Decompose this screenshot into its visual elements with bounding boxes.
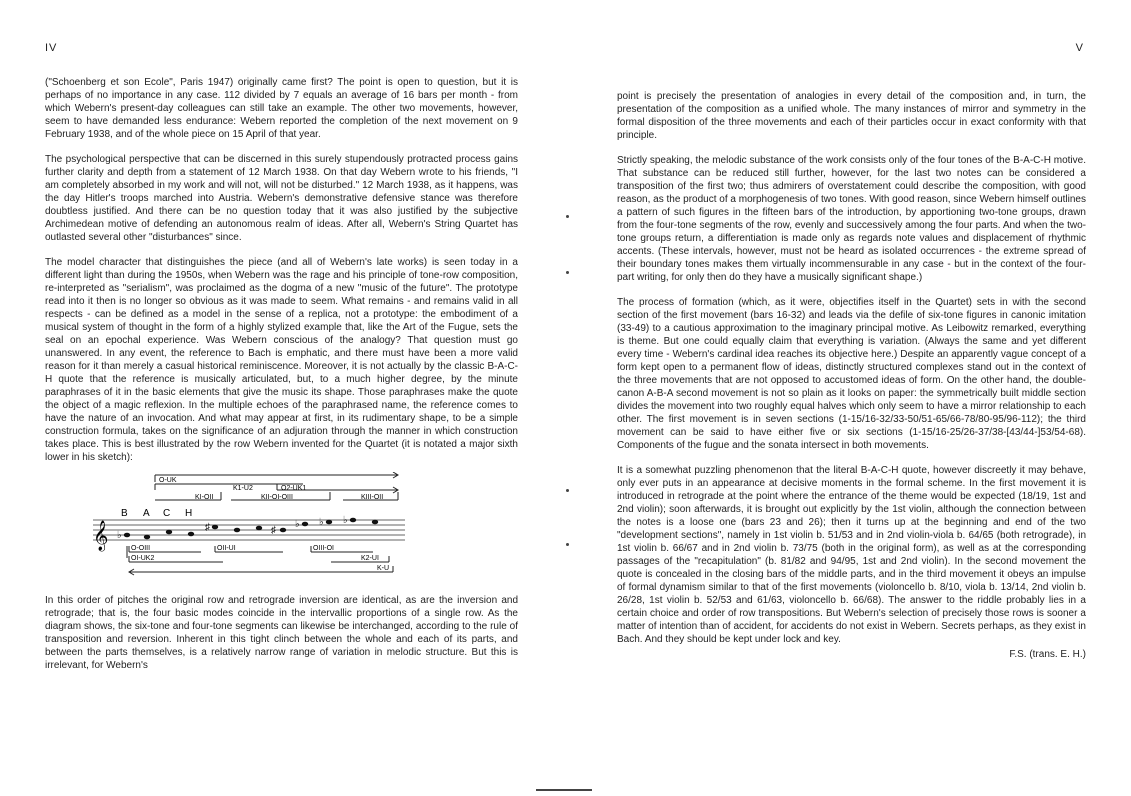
- margin-dot-3: [566, 489, 569, 492]
- note-name-a: A: [143, 508, 150, 519]
- left-page-number: IV: [45, 42, 58, 54]
- right-paragraph-4-part2: The answer to the riddle probably lies in a certain choice and order of row transpositions. But Webern's selection of precisely those rows is sooner a matter of intention than of accident, for accidents do not exist in Webern. Secrets perhaps, as they exist in Bach. And they should be kept under lock and key.: [617, 595, 1086, 645]
- svg-text:♭: ♭: [295, 519, 300, 530]
- right-paragraph-4: [617, 464, 1086, 646]
- label-k-u: K-U: [377, 565, 390, 572]
- label-o-uk: O-UK: [159, 477, 177, 484]
- note-name-b: B: [121, 508, 128, 519]
- margin-dot-1: [566, 215, 569, 218]
- svg-text:♯: ♯: [205, 522, 210, 533]
- right-paragraph-1: point is precisely the presentation of analogies in every detail of the composition and, in turn, the presentation of the composition as a unified whole. The many instances of mirror and symmetry in the formal disposition of the three movements and each of their particles occur in exact conformity with that principle.: [617, 91, 1086, 141]
- row-notes: [124, 518, 378, 540]
- right-page-number: V: [1075, 42, 1084, 54]
- right-page: [566, 0, 1131, 796]
- right-paragraph-3: The process of formation (which, as it were, objectifies itself in the Quartet) sets in with the second section of the first movement (bars 16-32) and leads via the defile of six-tone figures in canonic imitation (33-49) to a cautious approximation to the imaginary principal motive. As Leibowitz remarked, everything is theme. But one could equally claim that everything is variation. (Always the same and yet different every time - Webern's cardinal idea reaches its objective here.) Despite an apparently vague concept of a form kept open to a permanent flow of ideas, distinctly structured complexes stand out in the context of the three movements that are not opposed to accustomed ideas of form. On the other hand, the double-canon A-B-A second movement is not so plain as it looks on paper: the symmetrically built middle section divides the movement into two roughly equal halves which only seem to have a mirror relationship to each other. The first movement is in seven sections (1-15/16-32/33-50/51-65/66-78/80-95/96-112); the third movement can be said to have either five or six sections (1-15/16-25/26-37/38-[43/44-]53/54-68). Components of the fugue and the sonata intersect in both movements.: [617, 297, 1086, 451]
- signature: F.S. (trans. E. H.): [1009, 649, 1086, 660]
- svg-text:♭: ♭: [117, 530, 122, 541]
- right-text-column: [617, 90, 1086, 661]
- left-paragraph-1: ("Schoenberg et son Ecole", Paris 1947) originally came first? The point is open to question, but it is perhaps of no importance in any case. 112 divided by 7 equals an average of 16 bars per month - from which Webern's present-day colleagues can still take an example. The other two movements, however, seem to have demanded less endurance: Webern reported the completion of the next movement on 9 February 1938, and of the whole piece on 15 April of that year.: [45, 77, 518, 140]
- binding-mark: [536, 789, 592, 791]
- svg-text:♯: ♯: [271, 525, 276, 536]
- left-page: [0, 0, 565, 796]
- row-diagram: [93, 472, 473, 582]
- svg-text:♭: ♭: [343, 515, 348, 526]
- left-paragraph-3: The model character that distinguishes the piece (and all of Webern's late works) is seen today in a different light than during the 1950s, when Webern was the rage and his principle of tone-row composition, re-interpreted as "serialism", was proclaimed as the dogma of a new "music of the future". The prototype read into it then is no longer so obvious as it was made to seem. What remains - and remains valid in all respects - can be defined as a model in the sense of a replica, not a prototype: the embodiment of a musical system of thought in the form of a highly stylized example that, like the Art of the Fugue, sets the seal on an epochal experience. Was Webern conscious of the analogy? That question must go unanswered. In any event, the reference to Bach is emphatic, and there must have been a more valid reason for it than merely a casual historical reminiscence. Moreover, it is not actually by the classic B-A-C-H quote that the reference is musically articulated, but, to a much higher degree, by the minute paraphrases of it in the basic elements that give the music its shape. Those paraphrases make the quote the object of a magic reflexion. In the multiple echoes of the paraphrased name, the reference comes to have the nature of an invocation. And what may appear at first, in its rudimentary shape, to be a simple construction formula, takes on the significance of an adjuration through the manner in which construction takes place. This is best illustrated by the row Webern invented for the Quartet (it is notated a major sixth lower in his sketch):: [45, 257, 518, 463]
- note-name-c: C: [163, 508, 171, 519]
- svg-text:♭: ♭: [319, 517, 324, 528]
- left-paragraph-2: The psychological perspective that can be discerned in this surely stupendously protracted process gains further clarity and depth from a statement of 12 March 1938. On that day Webern wrote to his friends, "I am completely absorbed in my work and will not, will not be disturbed." 12 March 1938, as it happens, was the day Hitler's troops marched into Austria. Webern's demonstrative defensive stance was therefore doubtless justified. And there can be no question today that it was also justified by the subjective Archimedean motive of defending an autonomous realm of ideas. After all, Webern's String Quartet has outlasted several other "disturbances" since.: [45, 154, 518, 243]
- label-oiii-oi: OIII-OI: [313, 545, 334, 552]
- accidentals: [117, 515, 348, 541]
- treble-clef-icon: 𝄞: [93, 520, 109, 550]
- label-kiii-oii: KIII-OII: [361, 494, 384, 501]
- staff-lines: [93, 520, 405, 540]
- margin-dot-4: [566, 543, 569, 546]
- label-k1-u2: K1-U2: [233, 485, 253, 492]
- label-ki-oii: KI-OII: [195, 494, 214, 501]
- left-text-column: [45, 76, 518, 684]
- note-name-h: H: [185, 508, 193, 519]
- right-paragraph-2: Strictly speaking, the melodic substance of the work consists only of the four tones of the B-A-C-H motive. That substance can be reduced still further, however, for the last two notes can be considered a transposition of the first two; thus admirers of overstatement could describe the composition, with good reason, as the product of a morphogenesis of two tones. With good reason, since Webern himself outlines a pattern of such figures in the fifteen bars of the introduction, by apportioning two-tone groups, drawn from the four-tone segments of the row, evenly and successively among the four parts. And when the two-tone groups return, a differentiation is made only as regards note values and displacement of rhythmic accents. (These intervals, however, must not be heard as isolated occurrences - the extreme spread of their boundary tones makes them virtually incommensurable in any case - but in the context of the four-part writing, for only then do they have a musically significant shape.): [617, 155, 1086, 283]
- right-paragraph-4-part1: It is a somewhat puzzling phenomenon that the literal B-A-C-H quote, however discreetly it may behave, only ever puts in an appearance at decisive moments in the formal scheme. In the first movement it is introduced in retrograde at the point where the entrance of the theme would be expected (18/19, 1st and 2nd violin); soon afterwards, it is brought out explicitly by the 1st violin, although the connection between the notes is a loose one (bars 23 and 26); then it turns up at the beginning and end of the two "development sections", namely in 1st violin b. 51/53 and in 2nd violin-viola b. 64/65 (both retrograde), in 1st violin b. 66/67 and in 2nd violin b. 73/75 (both in the original form), as well as at the corresponding passages of the "recapitulation" (b. 81/82 and 94/95, 1st and 2nd violin). In the second movement the quote is concealed in the closing bars of the middle parts, and in the third movement it obeys an impulse of formal dynamism similar to that of the first movements (violoncello b. 8/10, viola b. 13/14, 2nd violin b. 26/28, 1st violin b. 52/53 and 61/63, violoncello b. 66/68).: [617, 465, 1086, 606]
- margin-dot-2: [566, 271, 569, 274]
- label-o-oiii: O-OIII: [131, 545, 151, 552]
- left-paragraph-4: In this order of pitches the original row and retrograde inversion are identical, as are the inversion and retrograde; that is, the four basic modes coincide in the intervallic proportions of a single row. As the diagram shows, the six-tone and four-tone segments can likewise be interchanged, according to the rule of transposition and reversion. Inherent in this tight clinch between the whole and each of its parts, and between the parts themselves, is a relatively narrow range of variation in melodic structure. But this is irrelevant, for Webern's: [45, 595, 518, 671]
- diagram-bottom-brackets: [129, 546, 393, 575]
- label-o2-uk1: O2-UK1: [281, 485, 307, 492]
- label-oii-ui: OII-UI: [217, 545, 236, 552]
- label-oi-uk2: OI-UK2: [131, 555, 155, 562]
- label-kii-oi-oiii: KII-OI-OIII: [261, 494, 293, 501]
- label-k2-ui: K2-UI: [361, 555, 379, 562]
